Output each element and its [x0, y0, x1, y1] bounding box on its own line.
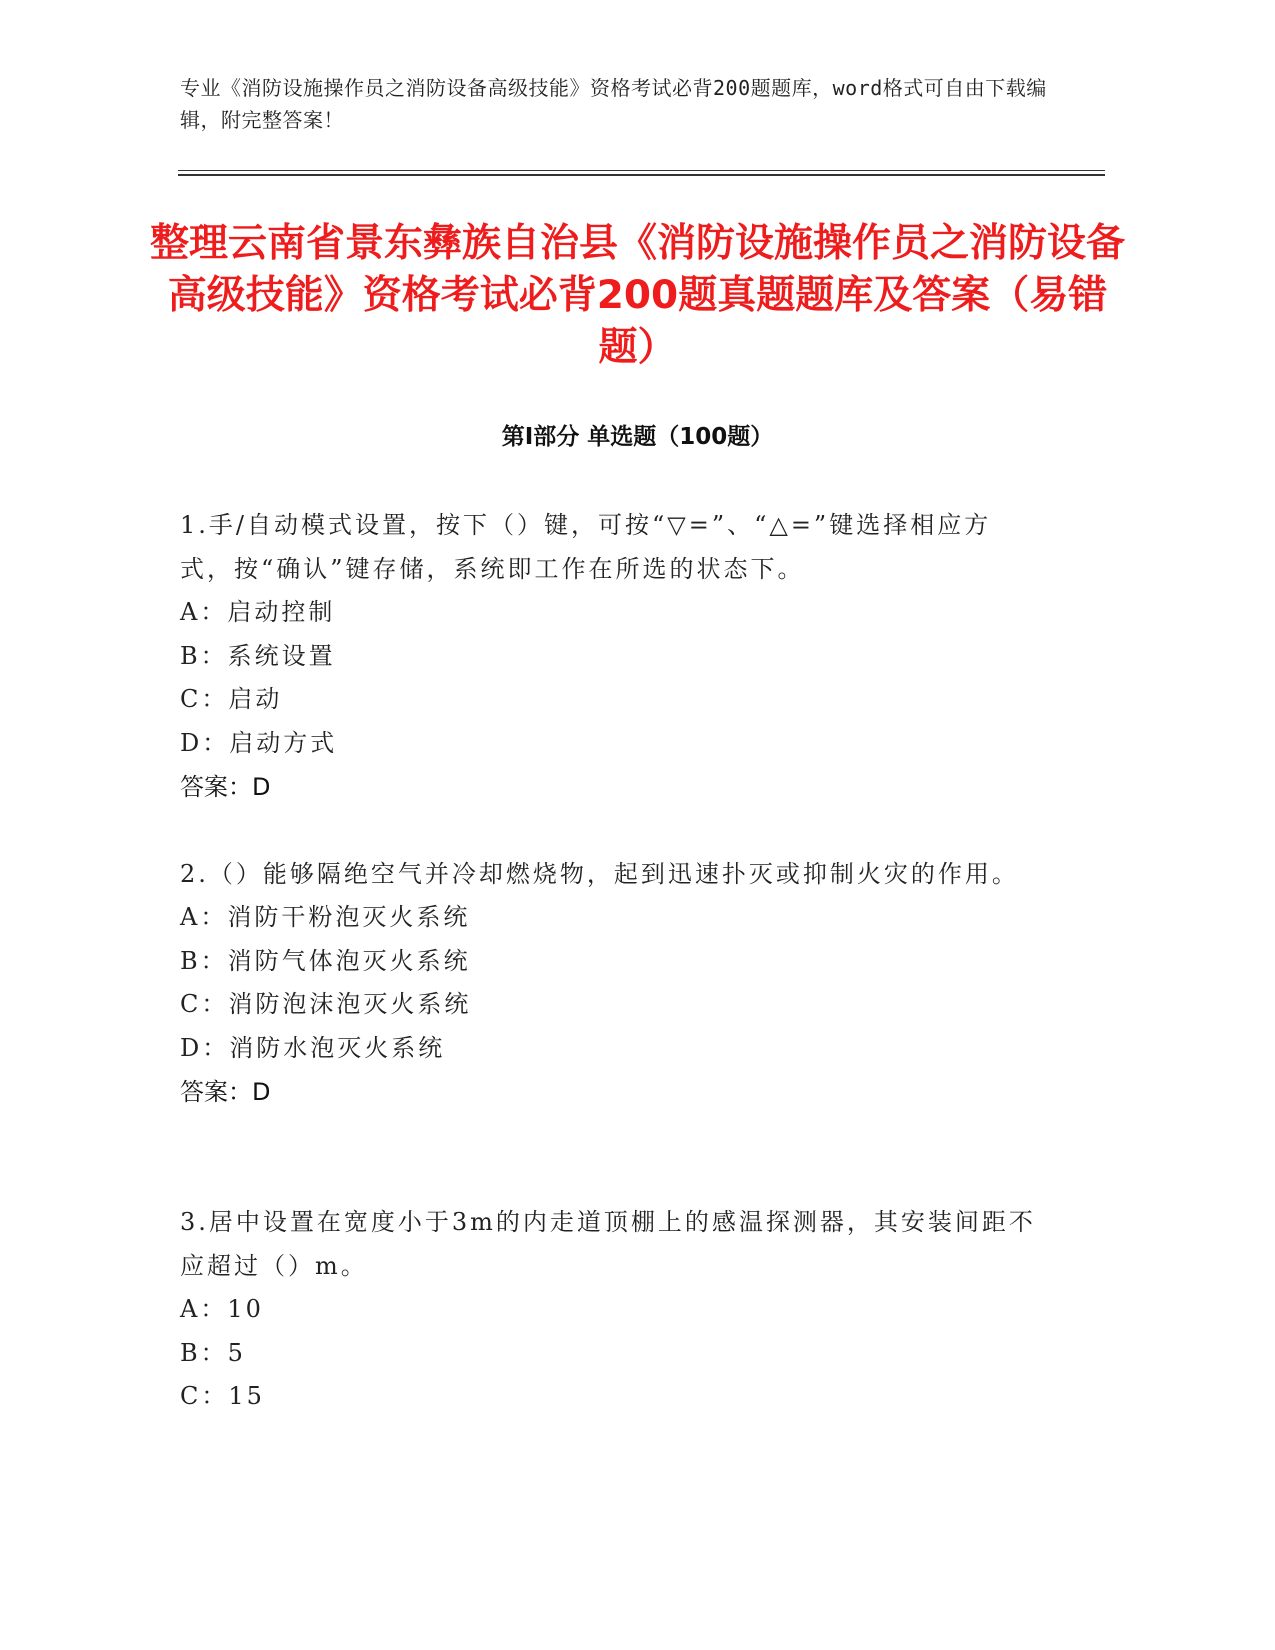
option-d: D：启动方式: [180, 728, 338, 757]
option-c: C：消防泡沫泡灭火系统: [180, 990, 472, 1019]
option-b: B：系统设置: [180, 641, 336, 670]
question-text: 2.（）能够隔绝空气并冷却燃烧物，起到迅速扑灭或抑制火灾的作用。: [180, 860, 1019, 888]
option-a: A：消防干粉泡灭火系统: [180, 903, 471, 931]
option-a: A：启动控制: [180, 598, 336, 626]
option-b: B：5: [180, 1338, 246, 1367]
header-divider-thick: [178, 174, 1105, 176]
question-block-3: [180, 1200, 1040, 1419]
document-title: 整理云南省景东彝族自治县《消防设施操作员之消防设备高级技能》资格考试必背200题真题题库及答案（易错题）: [150, 221, 1126, 370]
header-divider-thin: [178, 170, 1105, 171]
question-block-2: [180, 852, 1040, 1114]
option-d: D：消防水泡灭火系统: [180, 1033, 446, 1062]
option-c: C：15: [180, 1382, 265, 1411]
question-text: 1.手/自动模式设置，按下（）键，可按“▽=”、“△=”键选择相应方式，按“确认”键存储，系统即工作在所选的状态下。: [180, 511, 992, 583]
section-title: 第Ⅰ部分 单选题（100题）: [501, 424, 774, 450]
header-note: 专业《消防设施操作员之消防设备高级技能》资格考试必背200题题库，word格式可自由下载编辑，附完整答案！: [180, 76, 1047, 132]
question-text: 3.居中设置在宽度小于3m的内走道顶棚上的感温探测器，其安装间距不应超过（）m。: [180, 1208, 1036, 1280]
question-block-1: [180, 503, 1040, 809]
answer-label: 答案：D: [180, 773, 271, 802]
option-b: B：消防气体泡灭火系统: [180, 946, 471, 975]
answer-label: 答案：D: [180, 1078, 271, 1107]
option-a: A：10: [180, 1295, 264, 1323]
option-c: C：启动: [180, 685, 283, 714]
